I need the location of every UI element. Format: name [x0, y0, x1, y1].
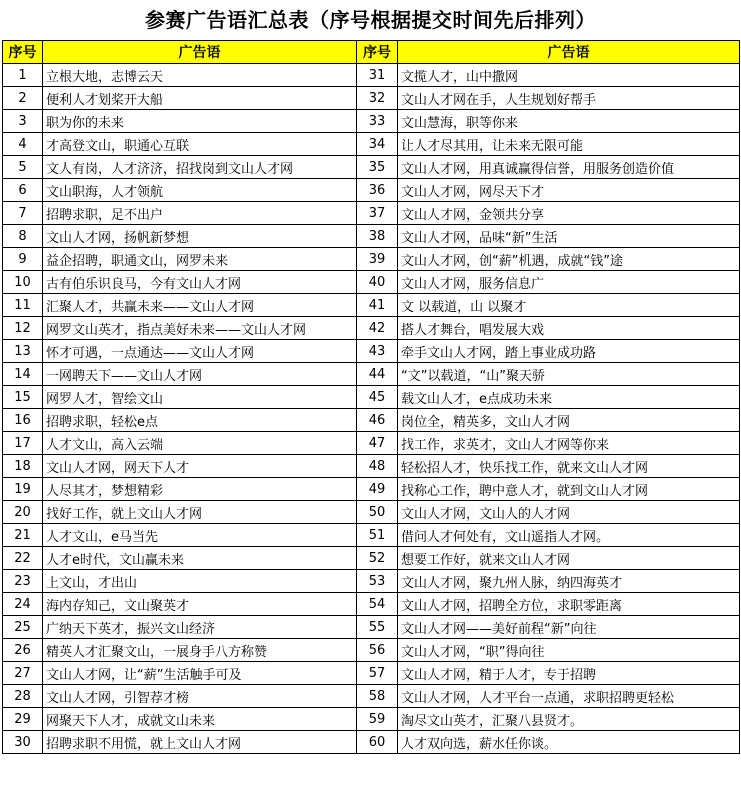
cell-right-num[interactable]: 51 [357, 524, 398, 547]
table-row [3, 225, 740, 248]
table-row [3, 386, 740, 409]
cell-left-num[interactable]: 18 [3, 455, 43, 478]
cell-left-num[interactable]: 26 [3, 639, 43, 662]
table-row [3, 271, 740, 294]
cell-right-slogan[interactable]: 文山人才网，用真诚赢得信誉，用服务创造价值 [398, 156, 740, 179]
cell-left-slogan[interactable]: 人才文山，高入云端 [43, 432, 357, 455]
cell-right-slogan[interactable]: 文山人才网——美好前程“新”向往 [398, 616, 740, 639]
table-row [3, 64, 740, 87]
cell-left-num[interactable]: 11 [3, 294, 43, 317]
cell-left-slogan[interactable]: 益企招聘，职通文山，网罗未来 [43, 248, 357, 271]
table-row [3, 248, 740, 271]
table-row [3, 524, 740, 547]
cell-right-slogan[interactable]: 借问人才何处有，文山遥指人才网。 [398, 524, 740, 547]
cell-right-num[interactable]: 58 [357, 685, 398, 708]
table-row [3, 87, 740, 110]
cell-right-num[interactable]: 33 [357, 110, 398, 133]
table-row [3, 179, 740, 202]
cell-right-slogan[interactable]: 文山人才网，服务信息广 [398, 271, 740, 294]
cell-right-num[interactable]: 40 [357, 271, 398, 294]
cell-right-slogan[interactable]: 文山人才网，网尽天下才 [398, 179, 740, 202]
cell-left-num[interactable]: 7 [3, 202, 43, 225]
table-row [3, 455, 740, 478]
table-body [3, 64, 740, 754]
cell-left-num[interactable]: 8 [3, 225, 43, 248]
cell-right-slogan[interactable]: 让人才尽其用，让未来无限可能 [398, 133, 740, 156]
table-row [3, 340, 740, 363]
cell-right-num[interactable]: 39 [357, 248, 398, 271]
cell-left-num[interactable]: 2 [3, 87, 43, 110]
cell-left-num[interactable]: 1 [3, 64, 43, 87]
cell-left-slogan[interactable]: 人才文山，e马当先 [43, 524, 357, 547]
cell-right-slogan[interactable]: 文山人才网，金领共分享 [398, 202, 740, 225]
cell-right-num[interactable]: 56 [357, 639, 398, 662]
cell-left-num[interactable]: 24 [3, 593, 43, 616]
table-row [3, 478, 740, 501]
cell-right-slogan[interactable]: 文揽人才，山中撒网 [398, 64, 740, 87]
cell-left-slogan[interactable]: 招聘求职不用慌，就上文山人才网 [43, 731, 357, 754]
cell-right-slogan[interactable]: 文山慧海，职等你来 [398, 110, 740, 133]
cell-left-slogan[interactable]: 文人有岗，人才济济，招找岗到文山人才网 [43, 156, 357, 179]
cell-right-num[interactable]: 34 [357, 133, 398, 156]
cell-left-slogan[interactable]: 人尽其才，梦想精彩 [43, 478, 357, 501]
cell-left-num[interactable]: 17 [3, 432, 43, 455]
table-row [3, 317, 740, 340]
cell-left-num[interactable]: 20 [3, 501, 43, 524]
cell-right-num[interactable]: 52 [357, 547, 398, 570]
cell-left-slogan[interactable]: 网聚天下人才，成就文山未来 [43, 708, 357, 731]
cell-left-num[interactable]: 25 [3, 616, 43, 639]
cell-right-num[interactable]: 46 [357, 409, 398, 432]
cell-right-num[interactable]: 45 [357, 386, 398, 409]
cell-left-num[interactable]: 30 [3, 731, 43, 754]
table-row [3, 156, 740, 179]
cell-left-slogan[interactable]: 广纳天下英才，振兴文山经济 [43, 616, 357, 639]
table-row [3, 363, 740, 386]
table-row [3, 432, 740, 455]
cell-right-slogan[interactable]: 文山人才网在手，人生规划好帮手 [398, 87, 740, 110]
cell-right-num[interactable]: 50 [357, 501, 398, 524]
cell-left-slogan[interactable]: 网罗文山英才，指点美好未来——文山人才网 [43, 317, 357, 340]
cell-left-num[interactable]: 28 [3, 685, 43, 708]
cell-left-slogan[interactable]: 文山人才网，让“薪”生活触手可及 [43, 662, 357, 685]
cell-left-slogan[interactable]: 海内存知己，文山聚英才 [43, 593, 357, 616]
table-row [3, 294, 740, 317]
cell-left-num[interactable]: 4 [3, 133, 43, 156]
table-row [3, 708, 740, 731]
cell-left-slogan[interactable]: 便利人才划桨开大船 [43, 87, 357, 110]
cell-left-num[interactable]: 6 [3, 179, 43, 202]
cell-right-num[interactable]: 42 [357, 317, 398, 340]
table-row [3, 501, 740, 524]
cell-left-slogan[interactable]: 文山职海，人才领航 [43, 179, 357, 202]
cell-left-num[interactable]: 5 [3, 156, 43, 179]
cell-left-num[interactable]: 22 [3, 547, 43, 570]
cell-left-slogan[interactable]: 找好工作，就上文山人才网 [43, 501, 357, 524]
cell-right-num[interactable]: 48 [357, 455, 398, 478]
cell-right-num[interactable]: 54 [357, 593, 398, 616]
cell-left-num[interactable]: 21 [3, 524, 43, 547]
cell-right-num[interactable]: 49 [357, 478, 398, 501]
header-slogan-right[interactable]: 广告语 [398, 41, 740, 64]
cell-left-slogan[interactable]: 文山人才网，网天下人才 [43, 455, 357, 478]
header-row [3, 41, 740, 64]
table-row [3, 616, 740, 639]
cell-left-slogan[interactable]: 人才e时代，文山赢未来 [43, 547, 357, 570]
cell-right-num[interactable]: 59 [357, 708, 398, 731]
cell-right-slogan[interactable]: 文山人才网，品味“新”生活 [398, 225, 740, 248]
cell-left-slogan[interactable]: 怀才可遇，一点通达——文山人才网 [43, 340, 357, 363]
cell-right-num[interactable]: 37 [357, 202, 398, 225]
table-row [3, 409, 740, 432]
cell-right-num[interactable]: 31 [357, 64, 398, 87]
header-num-left[interactable]: 序号 [3, 41, 43, 64]
cell-right-slogan[interactable]: 想要工作好，就来文山人才网 [398, 547, 740, 570]
cell-left-slogan[interactable]: 招聘求职，足不出户 [43, 202, 357, 225]
cell-left-num[interactable]: 9 [3, 248, 43, 271]
cell-left-num[interactable]: 29 [3, 708, 43, 731]
cell-right-slogan[interactable]: “文”以载道，“山”聚天骄 [398, 363, 740, 386]
cell-left-slogan[interactable]: 汇聚人才，共赢未来——文山人才网 [43, 294, 357, 317]
table-row [3, 662, 740, 685]
cell-right-slogan[interactable]: 找称心工作，聘中意人才，就到文山人才网 [398, 478, 740, 501]
cell-left-slogan[interactable]: 立根大地，志博云天 [43, 64, 357, 87]
table-row [3, 685, 740, 708]
cell-right-num[interactable]: 38 [357, 225, 398, 248]
cell-left-num[interactable]: 16 [3, 409, 43, 432]
cell-right-slogan[interactable]: 文山人才网，招聘全方位，求职零距离 [398, 593, 740, 616]
table-row [3, 133, 740, 156]
cell-right-num[interactable]: 57 [357, 662, 398, 685]
cell-right-slogan[interactable]: 文山人才网，“职”得向往 [398, 639, 740, 662]
cell-right-num[interactable]: 60 [357, 731, 398, 754]
cell-left-num[interactable]: 10 [3, 271, 43, 294]
cell-right-slogan[interactable]: 淘尽文山英才，汇聚八县贤才。 [398, 708, 740, 731]
cell-left-slogan[interactable]: 招聘求职，轻松e点 [43, 409, 357, 432]
cell-left-slogan[interactable]: 网罗人才，智绘文山 [43, 386, 357, 409]
cell-left-slogan[interactable]: 文山人才网，引智荐才榜 [43, 685, 357, 708]
cell-right-num[interactable]: 36 [357, 179, 398, 202]
sheet-title: 参赛广告语汇总表（序号根据提交时间先后排列） [145, 8, 596, 32]
cell-right-slogan[interactable]: 文山人才网，文山人的人才网 [398, 501, 740, 524]
cell-left-slogan[interactable]: 上文山，才出山 [43, 570, 357, 593]
table-row [3, 547, 740, 570]
cell-right-num[interactable]: 43 [357, 340, 398, 363]
cell-left-num[interactable]: 15 [3, 386, 43, 409]
table-row [3, 570, 740, 593]
cell-right-num[interactable]: 32 [357, 87, 398, 110]
cell-right-num[interactable]: 35 [357, 156, 398, 179]
slogan-table [2, 40, 740, 754]
cell-right-num[interactable]: 55 [357, 616, 398, 639]
cell-left-num[interactable]: 3 [3, 110, 43, 133]
cell-right-num[interactable]: 47 [357, 432, 398, 455]
cell-right-slogan[interactable]: 牵手文山人才网，踏上事业成功路 [398, 340, 740, 363]
cell-left-slogan[interactable]: 才高登文山，职通心互联 [43, 133, 357, 156]
table-row [3, 202, 740, 225]
cell-right-num[interactable]: 53 [357, 570, 398, 593]
table-row [3, 593, 740, 616]
header-num-right[interactable]: 序号 [357, 41, 398, 64]
cell-right-slogan[interactable]: 文山人才网，聚九州人脉，纳四海英才 [398, 570, 740, 593]
cell-right-num[interactable]: 41 [357, 294, 398, 317]
cell-left-slogan[interactable]: 一网聘天下——文山人才网 [43, 363, 357, 386]
cell-left-slogan[interactable]: 职为你的未来 [43, 110, 357, 133]
cell-right-slogan[interactable]: 轻松招人才，快乐找工作，就来文山人才网 [398, 455, 740, 478]
cell-left-slogan[interactable]: 古有伯乐识良马，今有文山人才网 [43, 271, 357, 294]
cell-right-slogan[interactable]: 岗位全，精英多，文山人才网 [398, 409, 740, 432]
cell-right-num[interactable]: 44 [357, 363, 398, 386]
header-slogan-left[interactable]: 广告语 [43, 41, 357, 64]
cell-right-slogan[interactable]: 文山人才网，人才平台一点通，求职招聘更轻松 [398, 685, 740, 708]
cell-left-num[interactable]: 14 [3, 363, 43, 386]
cell-left-num[interactable]: 19 [3, 478, 43, 501]
cell-left-slogan[interactable]: 文山人才网，扬帆新梦想 [43, 225, 357, 248]
cell-right-slogan[interactable]: 文 以载道，山 以聚才 [398, 294, 740, 317]
cell-right-slogan[interactable]: 找工作，求英才，文山人才网等你来 [398, 432, 740, 455]
cell-left-num[interactable]: 12 [3, 317, 43, 340]
cell-right-slogan[interactable]: 人才双向选，薪水任你谈。 [398, 731, 740, 754]
cell-right-slogan[interactable]: 搭人才舞台，唱发展大戏 [398, 317, 740, 340]
cell-left-num[interactable]: 23 [3, 570, 43, 593]
cell-left-num[interactable]: 27 [3, 662, 43, 685]
table-row [3, 731, 740, 754]
cell-right-slogan[interactable]: 文山人才网，创“薪”机遇，成就“钱”途 [398, 248, 740, 271]
cell-left-num[interactable]: 13 [3, 340, 43, 363]
table-row [3, 639, 740, 662]
table-row [3, 110, 740, 133]
cell-right-slogan[interactable]: 文山人才网，精于人才，专于招聘 [398, 662, 740, 685]
cell-right-slogan[interactable]: 载文山人才，e点成功未来 [398, 386, 740, 409]
cell-left-slogan[interactable]: 精英人才汇聚文山，一展身手八方称赞 [43, 639, 357, 662]
